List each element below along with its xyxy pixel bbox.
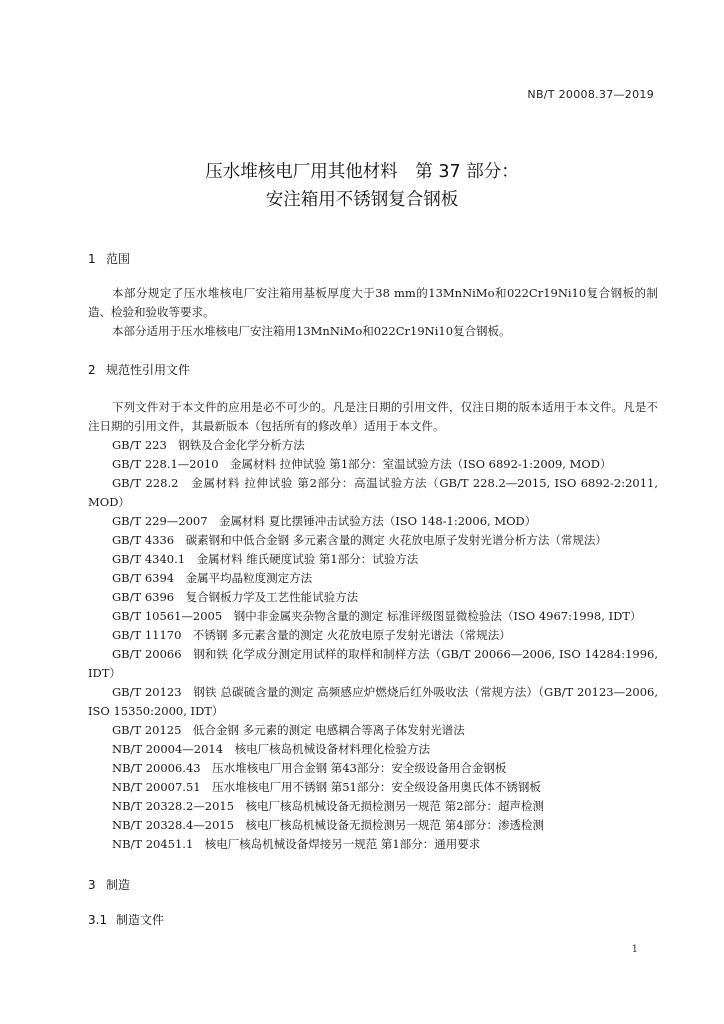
section-title: 规范性引用文件 [106,363,191,377]
document-title-line2: 安注箱用不锈钢复合钢板 [265,190,459,210]
reference-item: GB/T 6396 复合钢板力学及工艺性能试验方法 [112,590,359,604]
section-2-intro: 下列文件对于本文件的应用是必不可少的。凡是注日期的引用文件，仅注日期的版本适用于本文件。凡是不注日期的引用文件，其最新版本（包括所有的修改单）适用于本文件。 [88,400,658,433]
section-1-heading [88,250,130,267]
section-3-1-heading [88,911,164,928]
reference-item: GB/T 228.1—2010 金属材料 拉伸试验 第1部分：室温试验方法（ISO 6892-1:2009, MOD） [112,457,612,471]
reference-item: GB/T 4340.1 金属材料 维氏硬度试验 第1部分：试验方法 [112,552,419,566]
section-2-heading [88,361,190,378]
section-title: 范围 [106,252,131,266]
reference-item: GB/T 20066 钢和铁 化学成分测定用试样的取样和制样方法（GB/T 20066—2006, ISO 14284:1996, IDT） [88,647,658,680]
reference-item: NB/T 20004—2014 核电厂核岛机械设备材料理化检验方法 [112,742,431,756]
reference-item: GB/T 229—2007 金属材料 夏比摆锤冲击试验方法（ISO 148-1:2006, MOD） [112,514,537,528]
section-1-paragraph-1: 本部分规定了压水堆核电厂安注箱用基板厚度大于38 mm的13MnNiMo和022Cr19Ni10复合钢板的制造、检验和验收等要求。 [88,286,658,319]
reference-item: GB/T 10561—2005 钢中非金属夹杂物含量的测定 标准评级图显微检验法（ISO 4967:1998, IDT） [112,609,642,623]
document-title-line1: 压水堆核电厂用其他材料 第 37 部分： [205,162,519,182]
reference-item: NB/T 20007.51 压水堆核电厂用不锈钢 第51部分：安全级设备用奥氏体不锈钢板 [112,780,541,794]
reference-item: NB/T 20451.1 核电厂核岛机械设备焊接另一规范 第1部分：通用要求 [112,837,481,851]
section-number: 2 [88,363,96,377]
reference-item: NB/T 20328.4—2015 核电厂核岛机械设备无损检测另一规范 第4部分：渗透检测 [112,818,545,832]
reference-item: NB/T 20006.43 压水堆核电厂用合金钢 第43部分：安全级设备用合金钢板 [112,761,507,775]
section-number: 3.1 [88,913,108,927]
reference-item: GB/T 228.2 金属材料 拉伸试验 第2部分：高温试验方法（GB/T 228.2—2015, ISO 6892-2:2011, MOD） [88,476,658,509]
section-3-heading [88,876,130,893]
standard-number: NB/T 20008.37—2019 [527,88,654,101]
section-number: 1 [88,252,96,266]
section-title: 制造 [106,878,131,892]
page-number: 1 [631,944,638,955]
reference-item: GB/T 11170 不锈钢 多元素含量的测定 火花放电原子发射光谱法（常规法） [112,628,511,642]
section-1-paragraph-2: 本部分适用于压水堆核电厂安注箱用13MnNiMo和022Cr19Ni10复合钢板。 [112,324,511,338]
reference-item: NB/T 20328.2—2015 核电厂核岛机械设备无损检测另一规范 第2部分：超声检测 [112,799,545,813]
reference-item: GB/T 20125 低合金钢 多元素的测定 电感耦合等离子体发射光谱法 [112,723,465,737]
section-number: 3 [88,878,96,892]
reference-item: GB/T 6394 金属平均晶粒度测定方法 [112,571,313,585]
reference-item: GB/T 20123 钢铁 总碳硫含量的测定 高频感应炉燃烧后红外吸收法（常规方法）（GB/T 20123—2006, ISO 15350:2000, IDT） [88,685,658,718]
reference-item: GB/T 223 钢铁及合金化学分析方法 [112,438,305,452]
reference-item: GB/T 4336 碳素钢和中低合金钢 多元素含量的测定 火花放电原子发射光谱分析方法（常规法） [112,533,607,547]
section-title: 制造文件 [116,913,165,927]
